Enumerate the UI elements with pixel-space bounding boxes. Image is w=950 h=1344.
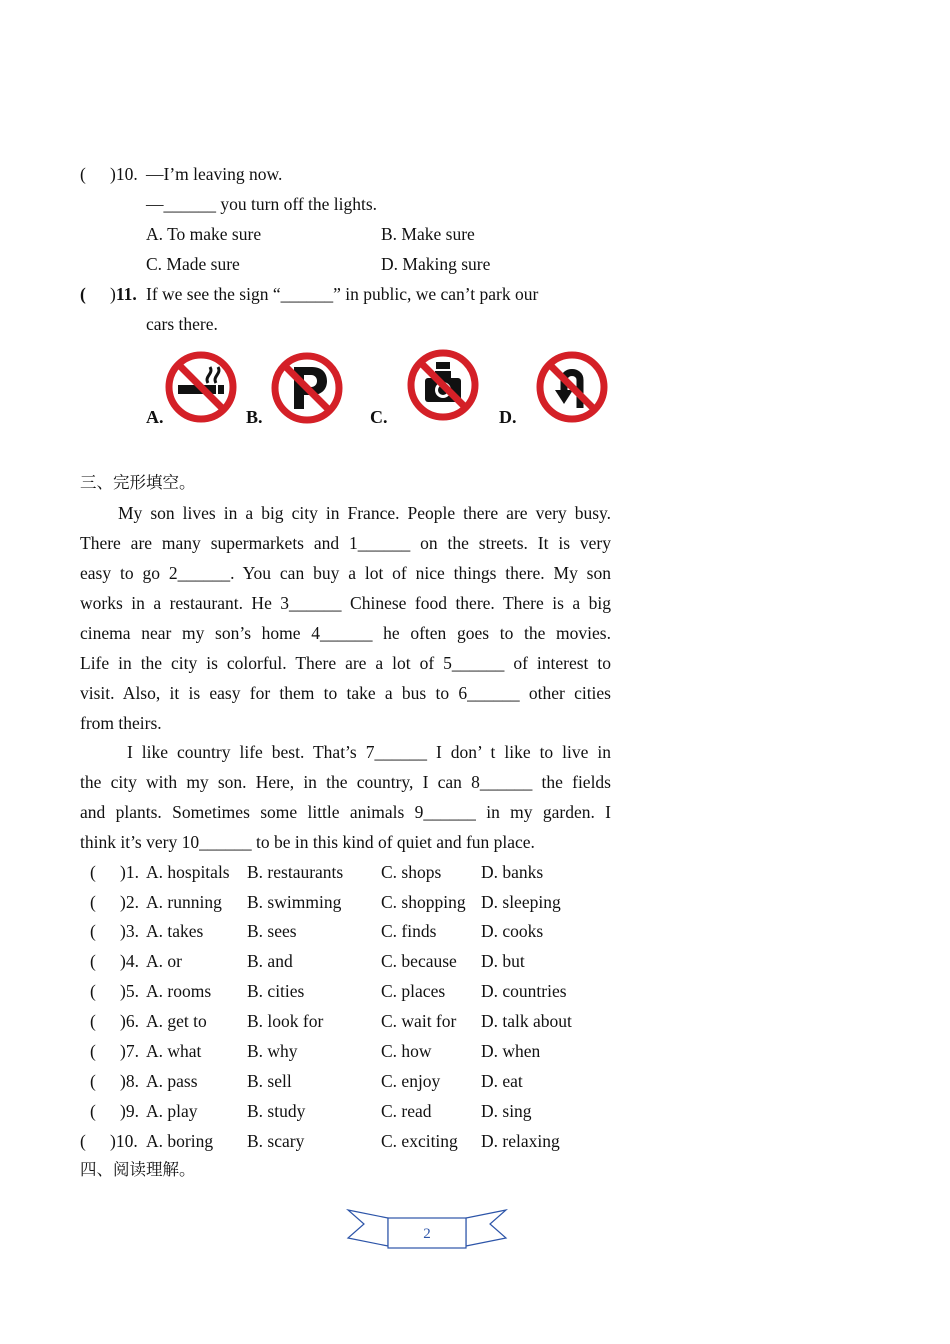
option-c[interactable]: C. shopping bbox=[381, 892, 466, 912]
option-d[interactable]: D. when bbox=[481, 1041, 541, 1061]
no-u-turn-sign-icon[interactable] bbox=[535, 350, 609, 424]
option-a[interactable]: A. hospitals bbox=[146, 862, 230, 882]
option-b[interactable]: B. sees bbox=[247, 921, 297, 941]
question-stem: If we see the sign “______” in public, we can’t park our bbox=[146, 284, 539, 304]
option-d[interactable]: D. relaxing bbox=[481, 1131, 560, 1151]
option-c[interactable]: C. wait for bbox=[381, 1011, 457, 1031]
passage-line: cinema near my son’s home 4______ he often goes to the movies. bbox=[80, 623, 611, 643]
item-number: )4. bbox=[120, 951, 139, 971]
option-d[interactable]: D. cooks bbox=[481, 921, 544, 941]
answer-paren[interactable]: ( bbox=[90, 981, 96, 1001]
option-d[interactable]: D. but bbox=[481, 951, 525, 971]
passage-line: from theirs. bbox=[80, 713, 162, 733]
option-c[interactable]: C. shops bbox=[381, 862, 442, 882]
answer-paren[interactable]: ( bbox=[80, 284, 86, 304]
passage-line: easy to go 2______. You can buy a lot of nice things there. My son bbox=[80, 563, 611, 583]
option-c[interactable]: C. read bbox=[381, 1101, 432, 1121]
option-c[interactable]: C. finds bbox=[381, 921, 437, 941]
item-number: )7. bbox=[120, 1041, 139, 1061]
option-b[interactable]: B. restaurants bbox=[247, 862, 344, 882]
answer-paren[interactable]: ( bbox=[90, 1101, 96, 1121]
item-number: )9. bbox=[120, 1101, 139, 1121]
answer-paren[interactable]: ( bbox=[80, 164, 86, 184]
option-b[interactable]: B. cities bbox=[247, 981, 305, 1001]
option-b[interactable]: B. sell bbox=[247, 1071, 292, 1091]
sign-option-a-label[interactable]: A. bbox=[146, 407, 164, 427]
answer-paren[interactable]: ( bbox=[90, 1041, 96, 1061]
option-b[interactable]: B. scary bbox=[247, 1131, 305, 1151]
item-number: )5. bbox=[120, 981, 139, 1001]
option-d[interactable]: D. countries bbox=[481, 981, 567, 1001]
option-c[interactable]: C. places bbox=[381, 981, 446, 1001]
item-number: )1. bbox=[120, 862, 139, 882]
option-d[interactable]: D. Making sure bbox=[381, 254, 491, 274]
option-d[interactable]: D. banks bbox=[481, 862, 544, 882]
option-c[interactable]: C. exciting bbox=[381, 1131, 458, 1151]
option-a[interactable]: A. takes bbox=[146, 921, 204, 941]
passage-line: and plants. Sometimes some little animals 9______ in my garden. I bbox=[80, 802, 611, 822]
item-number: )3. bbox=[120, 921, 139, 941]
answer-paren[interactable]: ( bbox=[90, 951, 96, 971]
no-smoking-sign-icon[interactable] bbox=[164, 350, 238, 424]
question-response: —______ you turn off the lights. bbox=[146, 194, 378, 214]
option-b[interactable]: B. and bbox=[247, 951, 293, 971]
passage-line: My son lives in a big city in France. People there are very busy. bbox=[118, 503, 611, 523]
option-a[interactable]: A. rooms bbox=[146, 981, 212, 1001]
option-c[interactable]: C. Made sure bbox=[146, 254, 240, 274]
option-d[interactable]: D. talk about bbox=[481, 1011, 572, 1031]
item-number: )10. bbox=[110, 1131, 138, 1151]
sign-option-b-label[interactable]: B. bbox=[246, 407, 263, 427]
option-d[interactable]: D. sleeping bbox=[481, 892, 561, 912]
question-number: )10. bbox=[110, 164, 138, 184]
answer-paren[interactable]: ( bbox=[90, 1071, 96, 1091]
passage-line: the city with my son. Here, in the country, I can 8______ the fields bbox=[80, 772, 611, 792]
answer-paren[interactable]: ( bbox=[80, 1131, 86, 1151]
option-a[interactable]: A. get to bbox=[146, 1011, 207, 1031]
no-parking-sign-icon[interactable] bbox=[270, 351, 344, 425]
item-number: )8. bbox=[120, 1071, 139, 1091]
answer-paren[interactable]: ( bbox=[90, 862, 96, 882]
question-number: )11. bbox=[110, 284, 137, 304]
sign-option-c-label[interactable]: C. bbox=[370, 407, 388, 427]
answer-paren[interactable]: ( bbox=[90, 892, 96, 912]
passage-line: Life in the city is colorful. There are a lot of 5______ of interest to bbox=[80, 653, 611, 673]
passage-line: works in a restaurant. He 3______ Chinese food there. There is a big bbox=[80, 593, 611, 613]
answer-paren[interactable]: ( bbox=[90, 1011, 96, 1031]
question-stem: —I’m leaving now. bbox=[146, 164, 283, 184]
option-c[interactable]: C. enjoy bbox=[381, 1071, 441, 1091]
sign-option-d-label[interactable]: D. bbox=[499, 407, 517, 427]
option-a[interactable]: A. play bbox=[146, 1101, 198, 1121]
option-a[interactable]: A. boring bbox=[146, 1131, 214, 1151]
no-photography-sign-icon[interactable] bbox=[406, 348, 480, 422]
passage-line: I like country life best. That’s 7______ I don’ t like to live in bbox=[127, 742, 611, 762]
passage-line: There are many supermarkets and 1______ on the streets. It is very bbox=[80, 533, 611, 553]
option-c[interactable]: C. how bbox=[381, 1041, 432, 1061]
option-c[interactable]: C. because bbox=[381, 951, 457, 971]
option-b[interactable]: B. swimming bbox=[247, 892, 342, 912]
passage-line: visit. Also, it is easy for them to take a bus to 6______ other cities bbox=[80, 683, 611, 703]
option-a[interactable]: A. running bbox=[146, 892, 222, 912]
option-a[interactable]: A. pass bbox=[146, 1071, 198, 1091]
option-a[interactable]: A. what bbox=[146, 1041, 202, 1061]
answer-paren[interactable]: ( bbox=[90, 921, 96, 941]
option-a[interactable]: A. To make sure bbox=[146, 224, 262, 244]
section-heading: 三、完形填空。 bbox=[80, 473, 196, 492]
item-number: )6. bbox=[120, 1011, 139, 1031]
question-stem-continued: cars there. bbox=[146, 314, 218, 334]
passage-line: think it’s very 10______ to be in this kind of quiet and fun place. bbox=[80, 832, 535, 852]
page-number: 2 bbox=[423, 1226, 431, 1242]
option-b[interactable]: B. why bbox=[247, 1041, 298, 1061]
option-d[interactable]: D. sing bbox=[481, 1101, 532, 1121]
option-b[interactable]: B. look for bbox=[247, 1011, 324, 1031]
option-a[interactable]: A. or bbox=[146, 951, 182, 971]
option-d[interactable]: D. eat bbox=[481, 1071, 523, 1091]
section-heading: 四、阅读理解。 bbox=[80, 1160, 196, 1179]
item-number: )2. bbox=[120, 892, 139, 912]
option-b[interactable]: B. Make sure bbox=[381, 224, 475, 244]
option-b[interactable]: B. study bbox=[247, 1101, 306, 1121]
